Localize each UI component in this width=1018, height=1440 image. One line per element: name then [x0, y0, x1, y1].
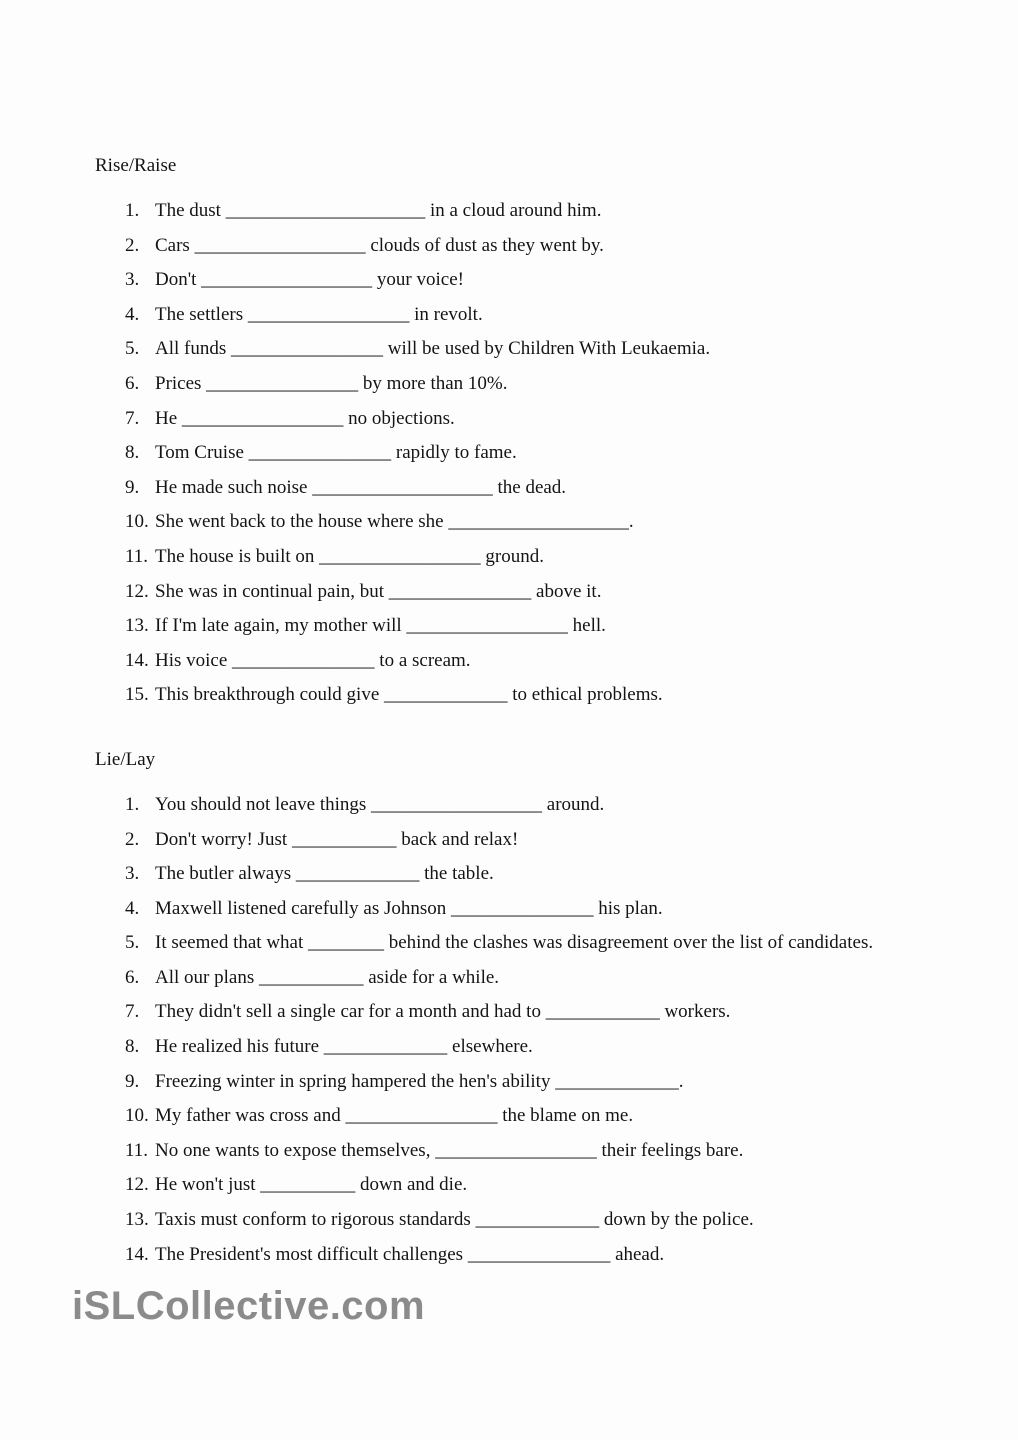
- item-text: My father was cross and ________________ the blame on me.: [155, 1105, 634, 1127]
- item-text: He realized his future _____________ elsewhere.: [155, 1036, 533, 1058]
- item-number: 11.: [125, 545, 149, 567]
- item-number: 7.: [125, 1001, 140, 1023]
- exercise-item: [95, 609, 998, 644]
- item-number: 9.: [125, 1070, 140, 1092]
- item-text: His voice _______________ to a scream.: [155, 649, 471, 671]
- exercise-item: [95, 540, 998, 575]
- item-text: If I'm late again, my mother will _________________ hell.: [155, 615, 606, 637]
- section-lie-lay: [95, 749, 998, 1272]
- item-text: No one wants to expose themselves, _________________ their feelings bare.: [155, 1139, 744, 1161]
- item-number: 3.: [125, 269, 140, 291]
- exercise-list: [95, 788, 998, 1272]
- item-number: 4.: [125, 303, 140, 325]
- exercise-item: [95, 575, 998, 610]
- item-number: 4.: [125, 897, 140, 919]
- item-number: 12.: [125, 580, 149, 602]
- exercise-item: [95, 1065, 998, 1100]
- item-number: 2.: [125, 234, 140, 256]
- item-number: 1.: [125, 793, 140, 815]
- item-text: He _________________ no objections.: [155, 407, 455, 429]
- item-number: 1.: [125, 200, 140, 221]
- item-number: 6.: [125, 372, 140, 394]
- section-title: Lie/Lay: [95, 748, 156, 770]
- exercise-item: [95, 1203, 998, 1238]
- item-number: 10.: [125, 1105, 149, 1127]
- exercise-item: [95, 961, 998, 996]
- item-text: Tom Cruise _______________ rapidly to fame.: [155, 442, 517, 464]
- item-text: Don't __________________ your voice!: [155, 269, 464, 291]
- exercise-item: [95, 1134, 998, 1169]
- item-text: The President's most difficult challenges _______________ ahead.: [155, 1243, 665, 1265]
- item-text: All funds ________________ will be used by Children With Leukaemia.: [155, 338, 711, 360]
- exercise-item: [95, 892, 998, 927]
- exercise-item: [95, 194, 998, 229]
- item-text: He won't just __________ down and die.: [155, 1174, 468, 1196]
- item-text: The dust _____________________ in a cloud around him.: [155, 200, 602, 221]
- item-text: This breakthrough could give _____________ to ethical problems.: [155, 684, 663, 706]
- item-text: You should not leave things __________________ around.: [155, 793, 605, 815]
- item-text: Don't worry! Just ___________ back and relax!: [155, 828, 519, 850]
- worksheet-content: [95, 155, 998, 1272]
- item-number: 9.: [125, 476, 140, 498]
- exercise-item: [95, 1238, 998, 1273]
- item-number: 14.: [125, 649, 149, 671]
- item-number: 11.: [125, 1139, 149, 1161]
- item-number: 7.: [125, 407, 140, 429]
- item-text: He made such noise ___________________ the dead.: [155, 476, 567, 498]
- item-text: Freezing winter in spring hampered the hen's ability _____________.: [155, 1070, 684, 1092]
- exercise-item: [95, 402, 998, 437]
- item-number: 12.: [125, 1174, 149, 1196]
- exercise-item: [95, 367, 998, 402]
- item-number: 5.: [125, 932, 140, 954]
- item-number: 10.: [125, 511, 149, 533]
- exercise-item: [95, 229, 998, 264]
- item-text: Cars __________________ clouds of dust as they went by.: [155, 234, 604, 256]
- exercise-item: [95, 1030, 998, 1065]
- item-text: Prices ________________ by more than 10%.: [155, 372, 508, 394]
- exercise-item: [95, 298, 998, 333]
- item-number: 13.: [125, 615, 149, 637]
- exercise-item: [95, 644, 998, 679]
- item-text: The settlers _________________ in revolt.: [155, 303, 483, 325]
- item-text: Maxwell listened carefully as Johnson _______________ his plan.: [155, 897, 663, 919]
- item-number: 6.: [125, 966, 140, 988]
- item-number: 8.: [125, 1036, 140, 1058]
- item-number: 8.: [125, 442, 140, 464]
- item-text: All our plans ___________ aside for a while.: [155, 966, 500, 988]
- item-text: The butler always _____________ the table.: [155, 863, 494, 885]
- exercise-item: [95, 857, 998, 892]
- item-text: Taxis must conform to rigorous standards _____________ down by the police.: [155, 1209, 754, 1231]
- exercise-item: [95, 788, 998, 823]
- item-text: The house is built on _________________ ground.: [155, 545, 544, 567]
- item-number: 5.: [125, 338, 140, 360]
- section-title: Rise/Raise: [95, 155, 177, 176]
- item-number: 13.: [125, 1209, 149, 1231]
- exercise-item: [95, 471, 998, 506]
- item-text: It seemed that what ________ behind the clashes was disagreement over the list of candidates.: [155, 932, 874, 954]
- item-text: She was in continual pain, but _______________ above it.: [155, 580, 602, 602]
- exercise-item: [95, 436, 998, 471]
- exercise-item: [95, 1168, 998, 1203]
- exercise-item: [95, 823, 998, 858]
- exercise-item: [95, 678, 998, 713]
- item-number: 14.: [125, 1243, 149, 1265]
- item-number: 15.: [125, 684, 149, 706]
- section-rise-raise: [95, 155, 998, 713]
- exercise-item: [95, 505, 998, 540]
- item-number: 3.: [125, 863, 140, 885]
- exercise-item: [95, 332, 998, 367]
- item-text: They didn't sell a single car for a month and had to ____________ workers.: [155, 1001, 731, 1023]
- exercise-item: [95, 1099, 998, 1134]
- exercise-item: [95, 263, 998, 298]
- item-text: She went back to the house where she ___________________.: [155, 511, 634, 533]
- item-number: 2.: [125, 828, 140, 850]
- exercise-item: [95, 926, 998, 961]
- islcollective-watermark-logo: iSLCollective.com: [72, 1284, 426, 1328]
- exercise-item: [95, 995, 998, 1030]
- exercise-list: [95, 194, 998, 713]
